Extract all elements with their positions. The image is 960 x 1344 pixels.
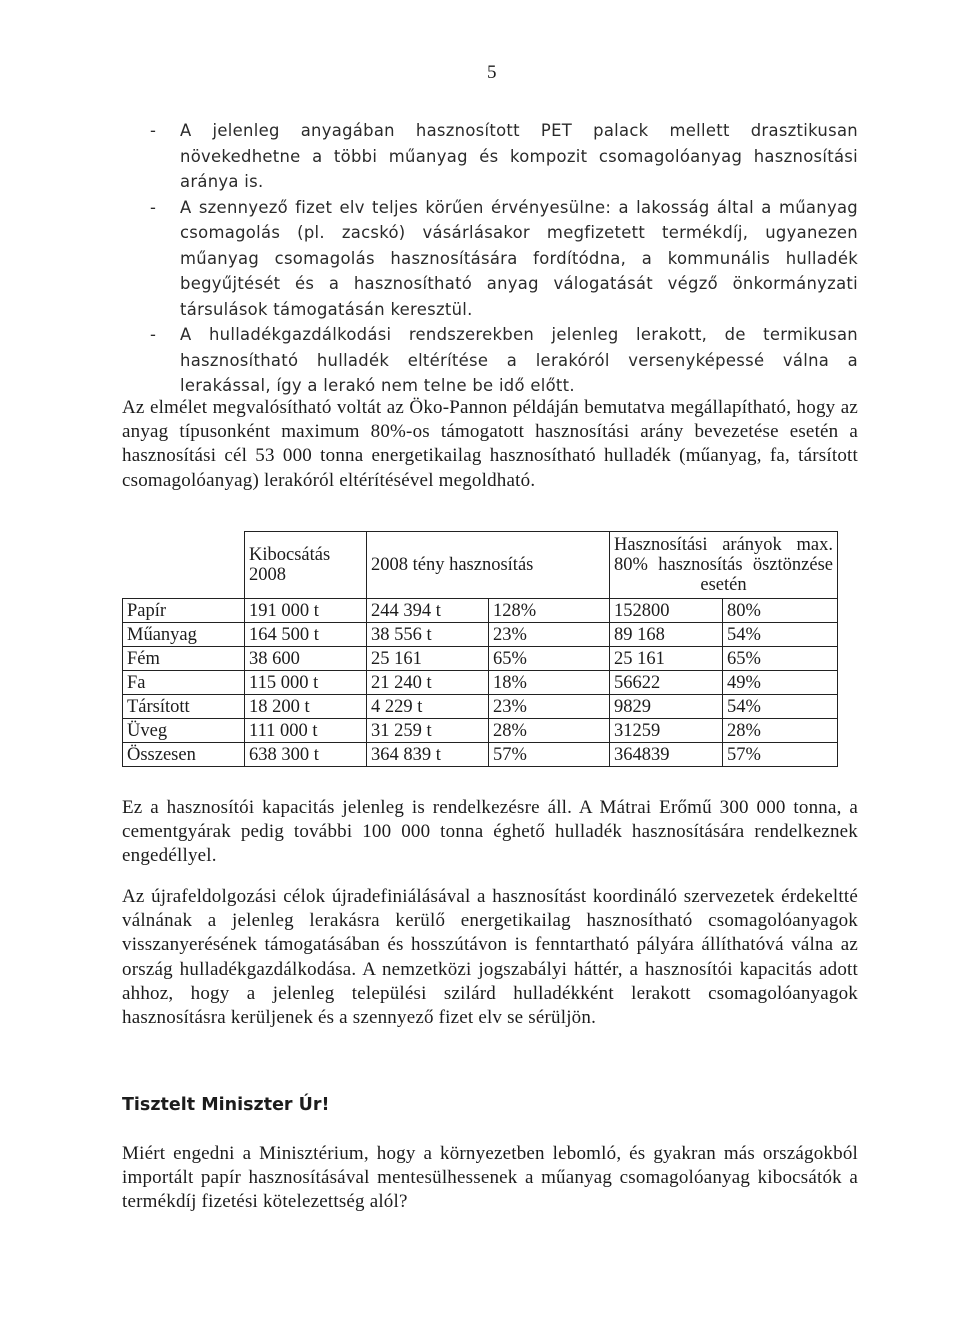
cell-max-pct: 49%: [723, 671, 838, 695]
cell-max-pct: 54%: [723, 623, 838, 647]
row-label: Fém: [123, 647, 245, 671]
cell-max: 152800: [610, 599, 723, 623]
row-label: Üveg: [123, 719, 245, 743]
bullet-text: A szennyező fizet elv teljes körűen érvényesülne: a lakosság által a műanyag csomagolás (pl. zacskó) vásárlásakor megfizetett termékdíj, ugyanezen műanyag csomagolás hasznosítására fordítódna, a kommunális hulladék begyűjtését és a hasznosítható anyag válogatását végző önkormányzati társulások támogatásán keresztül.: [180, 197, 858, 319]
cell-teny-pct: 57%: [489, 743, 610, 767]
cell-max-pct: 80%: [723, 599, 838, 623]
cell-max-pct: 54%: [723, 695, 838, 719]
recycling-table: [122, 531, 838, 767]
table-row: [123, 599, 838, 623]
cell-teny-pct: 23%: [489, 623, 610, 647]
cell-teny: 31 259 t: [367, 719, 489, 743]
bullet-dash: -: [150, 197, 157, 217]
cell-teny: 25 161: [367, 647, 489, 671]
row-label: Összesen: [123, 743, 245, 767]
cell-teny-pct: 23%: [489, 695, 610, 719]
cell-max: 9829: [610, 695, 723, 719]
paragraph-oko-pannon: Az elmélet megvalósítható voltát az Öko-Pannon példáján bemutatva megállapítható, hogy az anyag típusonként maximum 80%-os támogatott hasznosítási arány bevezetése esetén a hasznosítási cél 53 000 tonna energetikailag hasznosítható hulladék (műanyag, fa, társított csomagolóanyag) lerakóról eltérítésével megoldható.: [122, 397, 858, 491]
cell-max: 364839: [610, 743, 723, 767]
cell-kibocsatas: 191 000 t: [245, 599, 367, 623]
paragraph-ujrafeldolgozas: Az újrafeldolgozási célok újradefiniálásával a hasznosítást koordináló szervezetek érdekeltté válnának a jelenleg lerakásra kerülő energetikailag hasznosítható csomagolóanyagok visszanyerésének támogatásában és hosszútávon is fenntartható pályára állíthatóvá válna az ország hulladékgazdálkodása. A nemzetközi jogszabályi háttér, a hasznosítói kapacitás adott ahhoz, hogy a jelenleg települési szilárd hulladékként lerakott csomagolóanyagok hasznosításra kerüljenek és a szennyező fizet elv se sérüljön.: [122, 886, 858, 1029]
cell-teny-pct: 65%: [489, 647, 610, 671]
cell-kibocsatas: 38 600: [245, 647, 367, 671]
paragraph-question: Miért engedni a Minisztérium, hogy a környezetben lebomló, és gyakran más országokból importált papír hasznosításával mentesülhessenek a műanyag csomagolóanyag kibocsátók a termékdíj fizetési kötelezettség alól?: [122, 1143, 858, 1213]
cell-kibocsatas: 18 200 t: [245, 695, 367, 719]
row-label: Társított: [123, 695, 245, 719]
cell-max: 31259: [610, 719, 723, 743]
cell-max: 89 168: [610, 623, 723, 647]
bullet-item: [150, 118, 858, 195]
header-aranyok: Hasznosítási arányok max. 80% hasznosítás ösztönzése esetén: [610, 532, 838, 599]
cell-kibocsatas: 115 000 t: [245, 671, 367, 695]
bullet-dash: -: [150, 325, 157, 344]
cell-teny: 21 240 t: [367, 671, 489, 695]
table-header-row: [123, 532, 838, 599]
cell-max: 56622: [610, 671, 723, 695]
page-number: 5: [487, 62, 497, 83]
cell-teny: 364 839 t: [367, 743, 489, 767]
cell-teny-pct: 18%: [489, 671, 610, 695]
cell-teny: 38 556 t: [367, 623, 489, 647]
table-row-total: [123, 743, 838, 767]
cell-max-pct: 65%: [723, 647, 838, 671]
cell-kibocsatas: 164 500 t: [245, 623, 367, 647]
cell-teny-pct: 28%: [489, 719, 610, 743]
header-kibocsatas: Kibocsátás 2008: [245, 532, 367, 599]
table-row: [123, 695, 838, 719]
row-label: Fa: [123, 671, 245, 695]
table-row: [123, 647, 838, 671]
bullet-text: A jelenleg anyagában hasznosított PET palack mellett drasztikusan növekedhetne a többi műanyag és kompozit csomagolóanyag hasznosítási aránya is.: [180, 121, 858, 191]
cell-teny-pct: 128%: [489, 599, 610, 623]
cell-teny: 244 394 t: [367, 599, 489, 623]
bullet-dash: -: [150, 121, 157, 140]
cell-max: 25 161: [610, 647, 723, 671]
bullet-item: [150, 322, 858, 399]
table-corner-cell: [123, 532, 245, 599]
cell-kibocsatas: 638 300 t: [245, 743, 367, 767]
salutation-heading: Tisztelt Miniszter Úr!: [122, 1095, 330, 1115]
row-label: Műanyag: [123, 623, 245, 647]
row-label: Papír: [123, 599, 245, 623]
bullet-list: [150, 118, 858, 399]
cell-kibocsatas: 111 000 t: [245, 719, 367, 743]
header-teny: 2008 tény hasznosítás: [367, 532, 610, 599]
table-row: [123, 623, 838, 647]
table-row: [123, 671, 838, 695]
paragraph-kapacitas: Ez a hasznosítói kapacitás jelenleg is rendelkezésre áll. A Mátrai Erőmű 300 000 tonna, a cementgyárak pedig további 100 000 tonna éghető hulladék hasznosítására rendelkeznek engedéllyel.: [122, 797, 858, 867]
cell-max-pct: 57%: [723, 743, 838, 767]
cell-max-pct: 28%: [723, 719, 838, 743]
bullet-text: A hulladékgazdálkodási rendszerekben jelenleg lerakott, de termikusan hasznosítható hulladék eltérítése a lerakóról versenyképessé válna a lerakással, így a lerakó nem telne be idő előtt.: [180, 325, 858, 395]
bullet-item: [150, 195, 858, 323]
table-row: [123, 719, 838, 743]
cell-teny: 4 229 t: [367, 695, 489, 719]
